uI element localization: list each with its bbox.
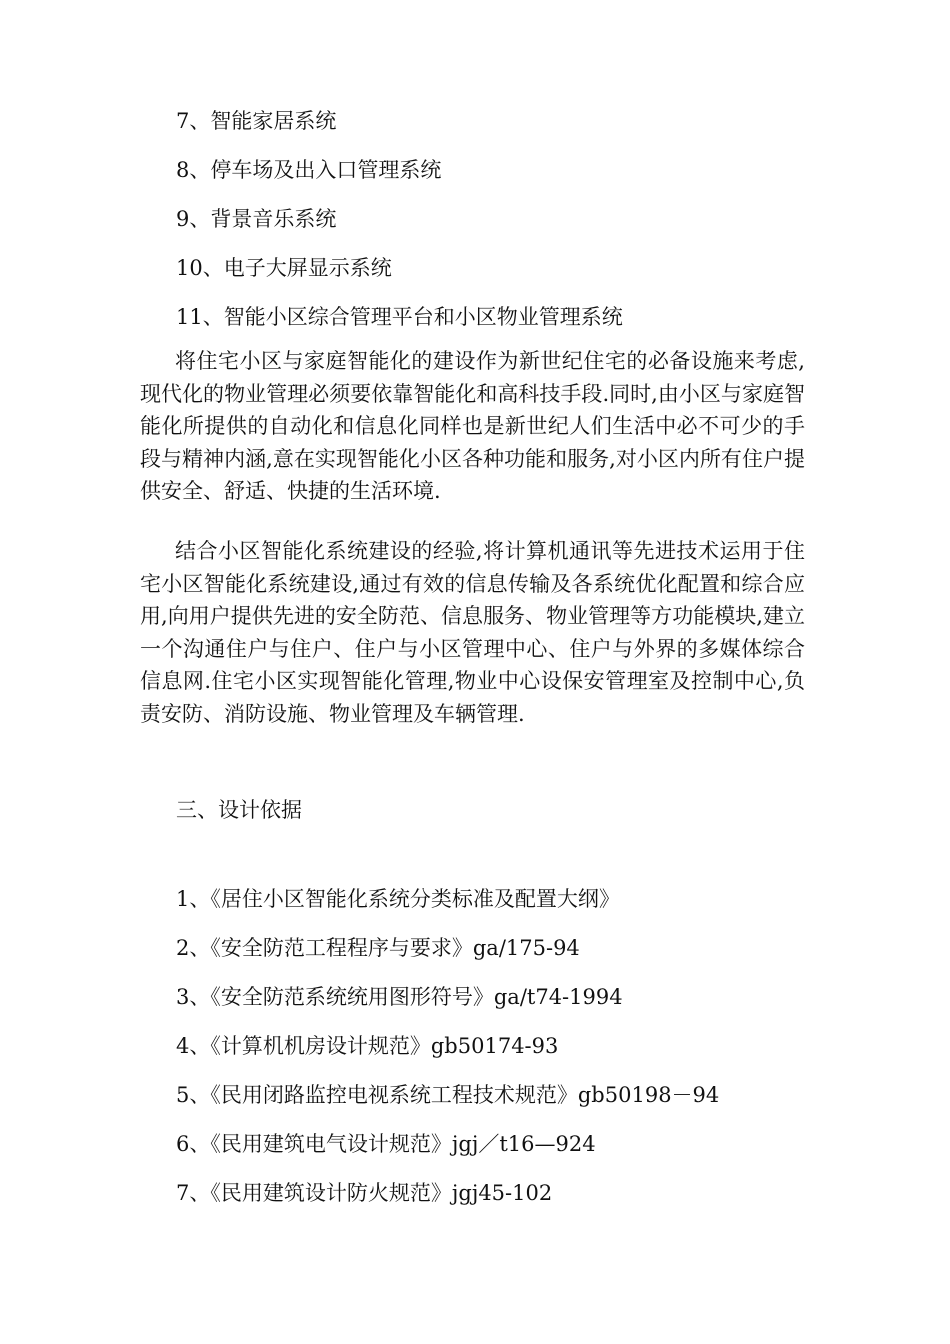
reference-item: 2、《安全防范工程程序与要求》ga/175-94: [176, 936, 580, 960]
section-heading: 三、设计依据: [176, 798, 302, 822]
reference-item: 6、《民用建筑电气设计规范》jgj／t16—924: [176, 1132, 596, 1156]
paragraph-intro: 将住宅小区与家庭智能化的建设作为新世纪住宅的必备设施来考虑,现代化的物业管理必须要依靠智能化和高科技手段.同时,由小区与家庭智能化所提供的自动化和信息化同样也是新世纪人们生活中必不可少的手段与精神内涵,意在实现智能化小区各种功能和服务,对小区内所有住户提供安全、舒适、快捷的生活环境.: [140, 349, 805, 504]
reference-item: 3、《安全防范系统统用图形符号》ga/t74-1994: [176, 985, 623, 1009]
reference-item: 4、《计算机机房设计规范》gb50174-93: [176, 1034, 559, 1058]
list-item-management-platform: 11、智能小区综合管理平台和小区物业管理系统: [176, 305, 623, 329]
list-item-parking: 8、停车场及出入口管理系统: [176, 158, 442, 182]
reference-item: 7、《民用建筑设计防火规范》jgj45-102: [176, 1181, 553, 1205]
list-item-display-screen: 10、电子大屏显示系统: [176, 256, 392, 280]
list-item-background-music: 9、背景音乐系统: [176, 207, 337, 231]
reference-item: 1、《居住小区智能化系统分类标准及配置大纲》: [176, 887, 620, 911]
list-item-smart-home: 7、智能家居系统: [176, 109, 337, 133]
paragraph-experience: 结合小区智能化系统建设的经验,将计算机通讯等先进技术运用于住宅小区智能化系统建设,通过有效的信息传输及各系统优化配置和综合应用,向用户提供先进的安全防范、信息服务、物业管理等方功能模块,建立一个沟通住户与住户、住户与小区管理中心、住户与外界的多媒体综合信息网.住宅小区实现智能化管理,物业中心设保安管理室及控制中心,负责安防、消防设施、物业管理及车辆管理.: [140, 539, 805, 726]
reference-item: 5、《民用闭路监控电视系统工程技术规范》gb50198－94: [176, 1083, 720, 1107]
